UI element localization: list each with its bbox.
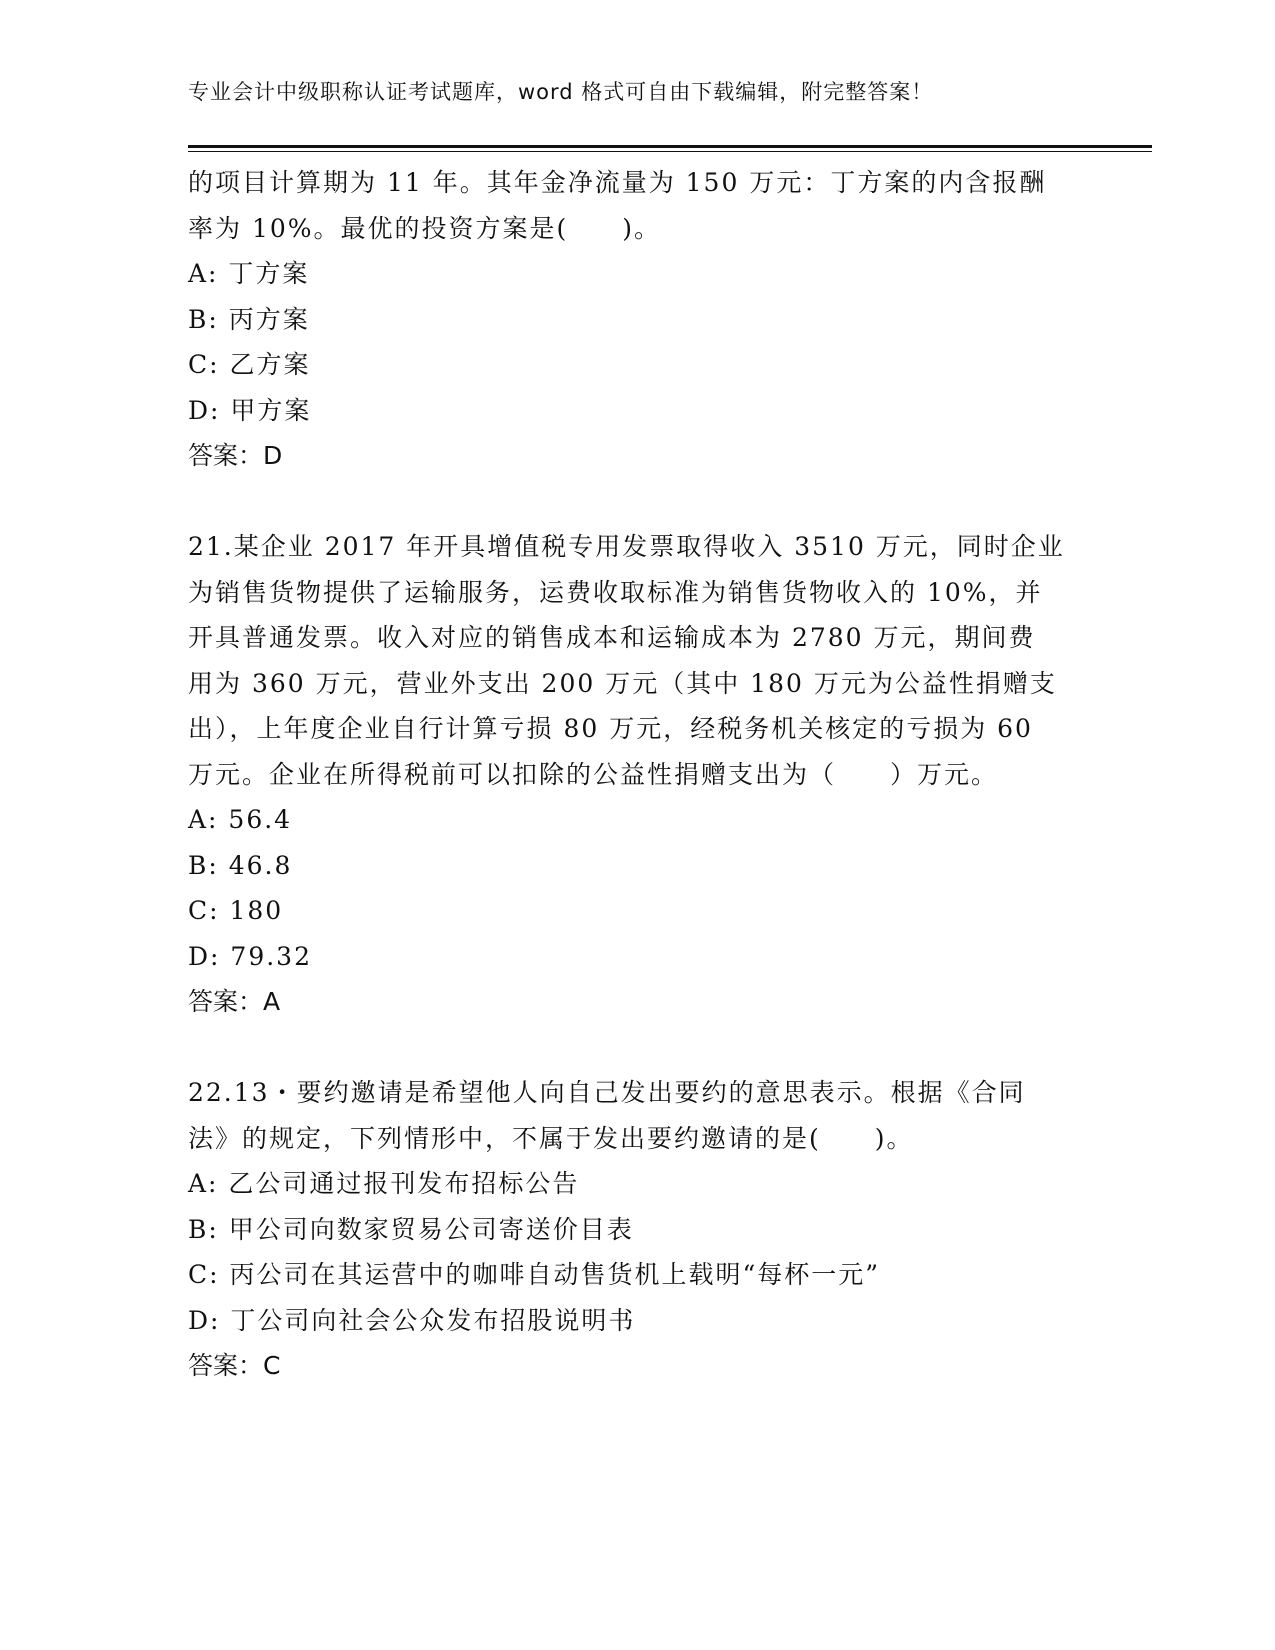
option-a: A: 56.4 — [188, 805, 293, 834]
page-header: 专业会计中级职称认证考试题库，word 格式可自由下载编辑，附完整答案！ — [188, 80, 934, 104]
question-text: 率为 10%。最优的投资方案是( )。 — [188, 213, 662, 243]
header-divider-thick — [188, 145, 1152, 148]
option-b: B: 甲公司向数家贸易公司寄送价目表 — [188, 1214, 634, 1244]
question-text: 21.某企业 2017 年开具增值税专用发票取得收入 3510 万元，同时企业 — [188, 532, 1065, 561]
spacer — [188, 479, 1088, 525]
question-text: 出），上年度企业自行计算亏损 80 万元，经税务机关核定的亏损为 60 — [188, 714, 1033, 743]
question-text: 万元。企业在所得税前可以扣除的公益性捐赠支出为（ ）万元。 — [188, 759, 999, 789]
question-text: 为销售货物提供了运输服务，运费收取标准为销售货物收入的 10%，并 — [188, 577, 1043, 607]
option-a: A: 乙公司通过报刊发布招标公告 — [188, 1169, 580, 1198]
answer-line: 答案：D — [188, 441, 283, 470]
option-c: C: 乙方案 — [188, 350, 311, 379]
option-c: C: 丙公司在其运营中的咖啡自动售货机上载明“每杯一元” — [188, 1260, 881, 1289]
question-block — [188, 160, 1088, 479]
spacer — [188, 1025, 1088, 1071]
option-d: D: 79.32 — [188, 941, 312, 971]
question-block — [188, 1070, 1088, 1389]
answer-line: 答案：C — [188, 1351, 281, 1380]
question-text: 的项目计算期为 11 年。其年金净流量为 150 万元：丁方案的内含报酬 — [188, 168, 1047, 197]
question-text: 22.13・要约邀请是希望他人向自己发出要约的意思表示。根据《合同 — [188, 1078, 1026, 1107]
question-text: 用为 360 万元，营业外支出 200 万元（其中 180 万元为公益性捐赠支 — [188, 668, 1057, 698]
option-a: A: 丁方案 — [188, 259, 310, 288]
question-text: 开具普通发票。收入对应的销售成本和运输成本为 2780 万元，期间费 — [188, 623, 1036, 652]
option-d: D: 丁公司向社会公众发布招股说明书 — [188, 1305, 636, 1335]
question-list — [188, 160, 1088, 1389]
option-c: C: 180 — [188, 896, 284, 925]
answer-line: 答案：A — [188, 987, 281, 1016]
option-b: B: 46.8 — [188, 850, 293, 880]
option-b: B: 丙方案 — [188, 304, 310, 334]
header-divider-thin — [188, 151, 1152, 152]
option-d: D: 甲方案 — [188, 395, 312, 425]
question-block — [188, 524, 1088, 1025]
question-text: 法》的规定，下列情形中，不属于发出要约邀请的是( )。 — [188, 1123, 914, 1153]
